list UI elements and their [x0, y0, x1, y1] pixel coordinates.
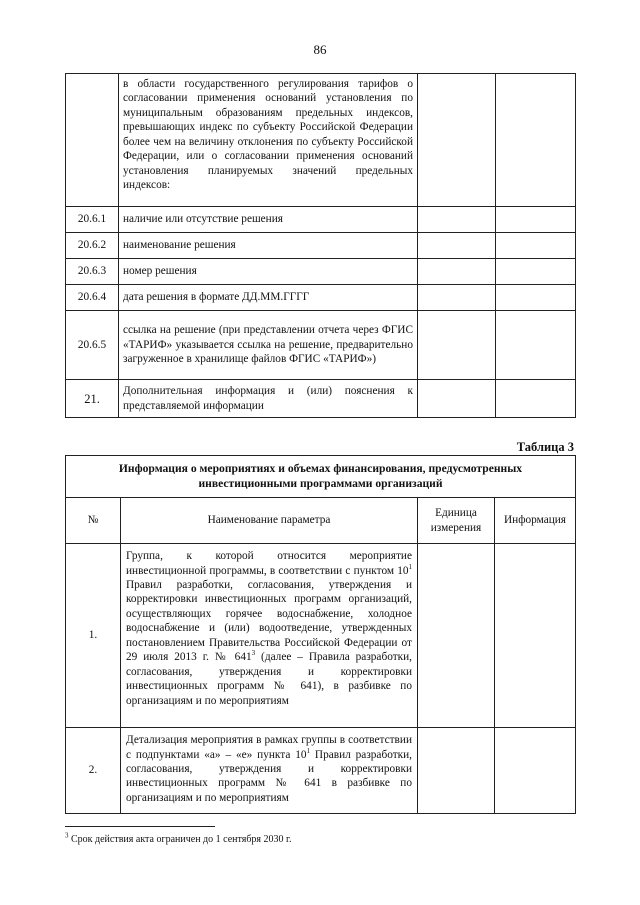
row-number-cell: 20.6.1 [66, 207, 119, 233]
table-row [66, 259, 576, 285]
table-caption: Информация о мероприятиях и объемах финансирования, предусмотренных инвестиционными программами организаций [66, 456, 576, 498]
row-text-part: (далее – Правила разработки, согласования, утверждения и корректировки инвестиционных программ № 641), в разбивке по организациям и по мероприятиям [126, 651, 412, 707]
info-cell [496, 259, 576, 285]
row-text-cell: дата решения в формате ДД.ММ.ГГГГ [119, 285, 418, 311]
parameters-table-continued [65, 73, 576, 418]
row-number-cell: 20.6.5 [66, 311, 119, 380]
table-header-row [66, 498, 576, 544]
header-number: № [66, 498, 121, 544]
row-text-part: Группа, к которой относится мероприятие инвестиционной программы, в соответствии с пунктом 10 [126, 550, 412, 577]
table-row [66, 380, 576, 418]
unit-cell [418, 285, 496, 311]
row-text-cell: наличие или отсутствие решения [119, 207, 418, 233]
table-label: Таблица 3 [516, 440, 574, 454]
info-cell [496, 207, 576, 233]
header-unit: Единица измерения [418, 498, 495, 544]
unit-cell [418, 207, 496, 233]
investment-activities-table [65, 455, 576, 814]
unit-cell [418, 380, 496, 418]
row-number-cell: 21. [66, 380, 119, 418]
table-row [66, 74, 576, 207]
footnote-ref: 3 [251, 649, 256, 658]
row-text-cell: в области государственного регулирования тарифов о согласовании применения оснований установления по муниципальным образованиям предельных индексов, превышающих индекс по субъекту Российской Федерации более чем на величину отклонения по субъекту Российской Федерации, или о согласовании применения оснований установления планируемых значений предельных индексов: [119, 74, 418, 207]
unit-cell [418, 74, 496, 207]
table-row [66, 728, 576, 814]
table-row [66, 285, 576, 311]
info-cell [495, 544, 576, 728]
info-cell [495, 728, 576, 814]
row-number-cell: 1. [66, 544, 121, 728]
info-cell [496, 380, 576, 418]
footnote-mark: 3 [65, 831, 69, 840]
row-number-cell: 20.6.2 [66, 233, 119, 259]
row-text-cell: номер решения [119, 259, 418, 285]
footnote-divider [65, 826, 215, 827]
table-caption-row [66, 456, 576, 498]
info-cell [496, 311, 576, 380]
info-cell [496, 74, 576, 207]
footnote-ref: 1 [306, 746, 311, 755]
table-row [66, 311, 576, 380]
table-row [66, 544, 576, 728]
table-row [66, 207, 576, 233]
header-parameter-name: Наименование параметра [121, 498, 418, 544]
row-text-cell [121, 544, 418, 728]
row-number-cell: 2. [66, 728, 121, 814]
unit-cell [418, 233, 496, 259]
header-info: Информация [495, 498, 576, 544]
row-text-part: Правил разработки, согласования, утверждения и корректировки инвестиционных программ № 641 в разбивке по организациям и по мероприятиям [126, 748, 412, 804]
footnote [65, 831, 292, 845]
info-cell [496, 233, 576, 259]
unit-cell [418, 728, 495, 814]
row-text-cell [121, 728, 418, 814]
info-cell [496, 285, 576, 311]
unit-cell [418, 544, 495, 728]
row-number-cell: 20.6.4 [66, 285, 119, 311]
row-number-cell: 20.6.3 [66, 259, 119, 285]
page-number: 86 [313, 42, 327, 57]
row-text-part: Правил разработки, согласования, утверждения и корректировки инвестиционных программ организаций, осуществляющих горячее водоснабжение, холодное водоснабжение и (или) водоотведение, утвержденных постановлением Правительства Российской Федерации от 29 июля 2013 г. № 641 [126, 579, 412, 664]
footnote-ref: 1 [408, 562, 412, 571]
footnote-text: Срок действия акта ограничен до 1 сентября 2030 г. [68, 834, 292, 845]
unit-cell [418, 259, 496, 285]
row-text-part: Детализация мероприятия в рамках группы в соответствии с подпунктами «а» – «е» пункта 10 [126, 734, 412, 761]
table-row [66, 233, 576, 259]
row-text-cell: ссылка на решение (при представлении отчета через ФГИС «ТАРИФ» указывается ссылка на решение, предварительно загруженное в хранилище файлов ФГИС «ТАРИФ») [119, 311, 418, 380]
row-text-cell: наименование решения [119, 233, 418, 259]
row-number-cell [66, 74, 119, 207]
row-text-cell: Дополнительная информация и (или) пояснения к представляемой информации [119, 380, 418, 418]
unit-cell [418, 311, 496, 380]
